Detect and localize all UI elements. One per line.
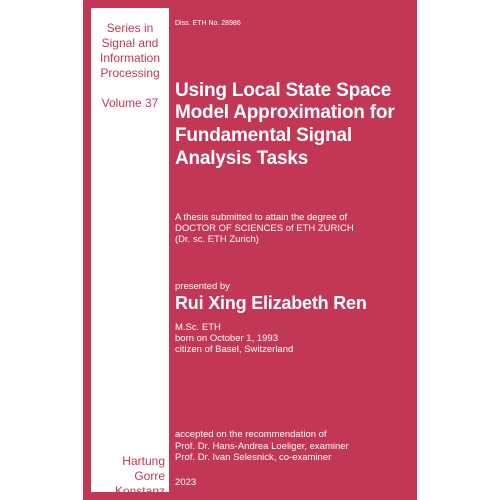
book-title-line: Using Local State Space (175, 80, 392, 101)
thesis-statement-line: DOCTOR OF SCIENCES of ETH ZURICH (175, 223, 354, 234)
book-title-line: Analysis Tasks (175, 148, 309, 169)
volume-number: Volume 37 (101, 96, 159, 110)
thesis-statement-line: (Dr. sc. ETH Zurich) (175, 234, 259, 245)
series-name-line: Signal and (101, 36, 159, 50)
author-detail-line: M.Sc. ETH (175, 322, 221, 333)
thesis-statement-line: A thesis submitted to attain the degree of (175, 212, 348, 223)
examiner-line: Prof. Dr. Hans-Andrea Loeliger, examiner (175, 441, 349, 452)
series-name-line: Processing (100, 66, 160, 80)
book-cover (83, 0, 417, 500)
book-title-line: Fundamental Signal (175, 125, 352, 146)
series-side-panel (91, 8, 169, 498)
presented-by-label: presented by (175, 281, 230, 292)
author-detail-line: citizen of Basel, Switzerland (175, 344, 294, 355)
author-detail-line: born on October 1, 1993 (175, 333, 278, 344)
accepted-line: accepted on the recommendation of (175, 429, 327, 440)
publisher-line: Hartung (122, 454, 165, 468)
series-name-line: Information (99, 51, 161, 65)
author-name: Rui Xing Elizabeth Ren (175, 293, 367, 313)
book-title-line: Model Approximation for (175, 102, 395, 123)
publisher-line: Gorre (134, 469, 165, 483)
series-name-line: Series in (106, 21, 154, 35)
dissertation-number: Diss. ETH No. 28986 (175, 20, 241, 27)
publication-year: 2023 (175, 477, 197, 488)
publisher-line: Konstanz (114, 484, 165, 498)
co-examiner-line: Prof. Dr. Ivan Selesnick, co-examiner (175, 452, 332, 463)
